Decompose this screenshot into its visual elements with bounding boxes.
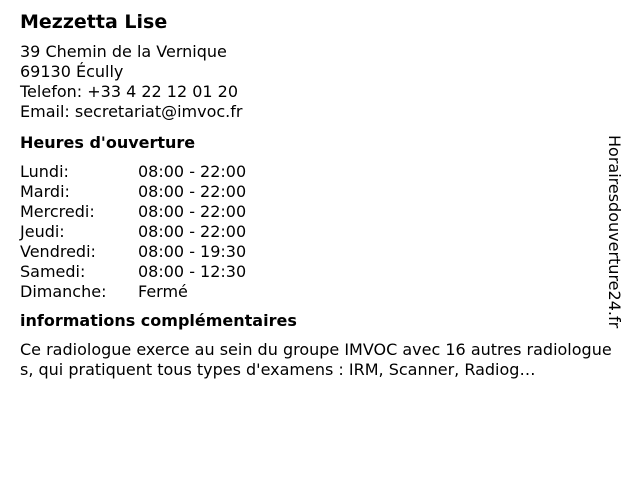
hours-row-sunday — [20, 282, 620, 302]
hours-row-saturday — [20, 262, 620, 282]
info-description: Ce radiologue exerce au sein du groupe IMVOC avec 16 autres radiologues, qui pratiquent tous types d'examens : IRM, Scanner, Radiog… — [20, 340, 612, 379]
phone-number: Telefon: +33 4 22 12 01 20 — [20, 82, 239, 101]
hours-day: Jeudi: — [20, 222, 65, 241]
hours-day: Vendredi: — [20, 242, 96, 261]
contact-name: Mezzetta Lise — [20, 11, 168, 33]
hours-time: 08:00 - 22:00 — [138, 222, 247, 241]
opening-hours-table — [20, 162, 620, 302]
hours-heading: Heures d'ouverture — [20, 133, 196, 152]
hours-row-friday — [20, 242, 620, 262]
hours-time: 08:00 - 22:00 — [138, 202, 247, 221]
hours-row-monday — [20, 162, 620, 182]
info-heading: informations complémentaires — [20, 311, 297, 330]
hours-time: 08:00 - 22:00 — [138, 182, 247, 201]
hours-day: Mardi: — [20, 182, 70, 201]
hours-day: Dimanche: — [20, 282, 107, 301]
email-address: Email: secretariat@imvoc.fr — [20, 102, 243, 121]
hours-time: Fermé — [138, 282, 188, 301]
hours-day: Lundi: — [20, 162, 69, 181]
hours-time: 08:00 - 22:00 — [138, 162, 247, 181]
hours-row-thursday — [20, 222, 620, 242]
hours-row-tuesday — [20, 182, 620, 202]
site-watermark: Horairesdouverture24.fr — [605, 135, 624, 329]
hours-row-wednesday — [20, 202, 620, 222]
hours-day: Mercredi: — [20, 202, 95, 221]
address-city: 69130 Écully — [20, 62, 124, 81]
address-street: 39 Chemin de la Vernique — [20, 42, 227, 61]
hours-time: 08:00 - 19:30 — [138, 242, 247, 261]
contact-card — [20, 10, 620, 380]
hours-day: Samedi: — [20, 262, 86, 281]
hours-time: 08:00 - 12:30 — [138, 262, 247, 281]
